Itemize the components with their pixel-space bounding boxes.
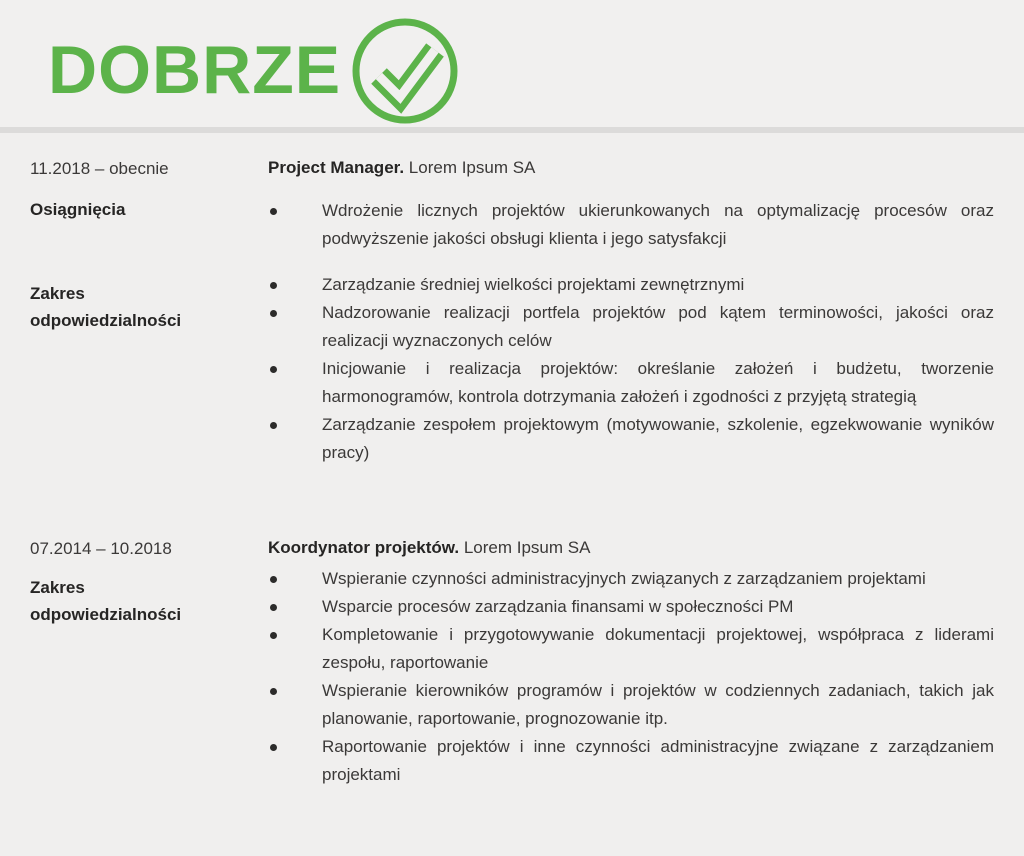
bullet-item: Wspieranie czynności administracyjnych związanych z zarządzaniem projektami xyxy=(268,565,994,593)
bullet-item: Zarządzanie zespołem projektowym (motywowanie, szkolenie, egzekwowanie wyników pracy) xyxy=(268,411,994,467)
section-label-responsibilities: Zakres odpowiedzialności xyxy=(30,578,182,624)
bullet-item: Wdrożenie licznych projektów ukierunkowanych na optymalizację procesów oraz podwyższenie jakości obsługi klienta i jego satysfakcji xyxy=(268,197,994,253)
bullet-item: Zarządzanie średniej wielkości projektami zewnętrznymi xyxy=(268,271,994,299)
section-1-left-column xyxy=(30,156,225,334)
job-role: Koordynator projektów. xyxy=(268,538,460,557)
section-1-right-column xyxy=(268,155,994,467)
responsibilities-list xyxy=(268,565,994,789)
job-period: 07.2014 – 10.2018 xyxy=(30,539,172,558)
achievements-list xyxy=(268,197,994,253)
section-2-left-column xyxy=(30,536,225,628)
header xyxy=(0,0,1024,127)
section-2-right-column xyxy=(268,535,994,789)
header-title: DOBRZE xyxy=(48,32,342,108)
job-title-line xyxy=(268,535,994,561)
bullet-item: Wsparcie procesów zarządzania finansami w społeczności PM xyxy=(268,593,994,621)
experience-section-2 xyxy=(30,535,994,789)
responsibilities-list xyxy=(268,271,994,467)
bullet-item: Raportowanie projektów i inne czynności administracyjne związane z zarządzaniem projektami xyxy=(268,733,994,789)
check-circle-icon xyxy=(350,16,460,126)
section-label-achievements: Osiągnięcia xyxy=(30,200,126,219)
cv-content xyxy=(0,133,1024,789)
bullet-item: Nadzorowanie realizacji portfela projektów pod kątem terminowości, jakości oraz realizacji wyznaczonych celów xyxy=(268,299,994,355)
bullet-item: Inicjowanie i realizacja projektów: określanie założeń i budżetu, tworzenie harmonogramów, kontrola dotrzymania założeń i zgodności z przyjętą strategią xyxy=(268,355,994,411)
job-period: 11.2018 – obecnie xyxy=(30,159,169,178)
section-label-responsibilities: Zakres odpowiedzialności xyxy=(30,284,182,330)
experience-section-1 xyxy=(30,155,994,467)
job-role: Project Manager. xyxy=(268,158,405,177)
job-title-line xyxy=(268,155,994,181)
bullet-item: Wspieranie kierowników programów i projektów w codziennych zadaniach, takich jak planowanie, raportowanie, prognozowanie itp. xyxy=(268,677,994,733)
job-company: Lorem Ipsum SA xyxy=(463,538,591,557)
bullet-item: Kompletowanie i przygotowywanie dokumentacji projektowej, współpraca z liderami zespołu, raportowanie xyxy=(268,621,994,677)
job-company: Lorem Ipsum SA xyxy=(408,158,536,177)
